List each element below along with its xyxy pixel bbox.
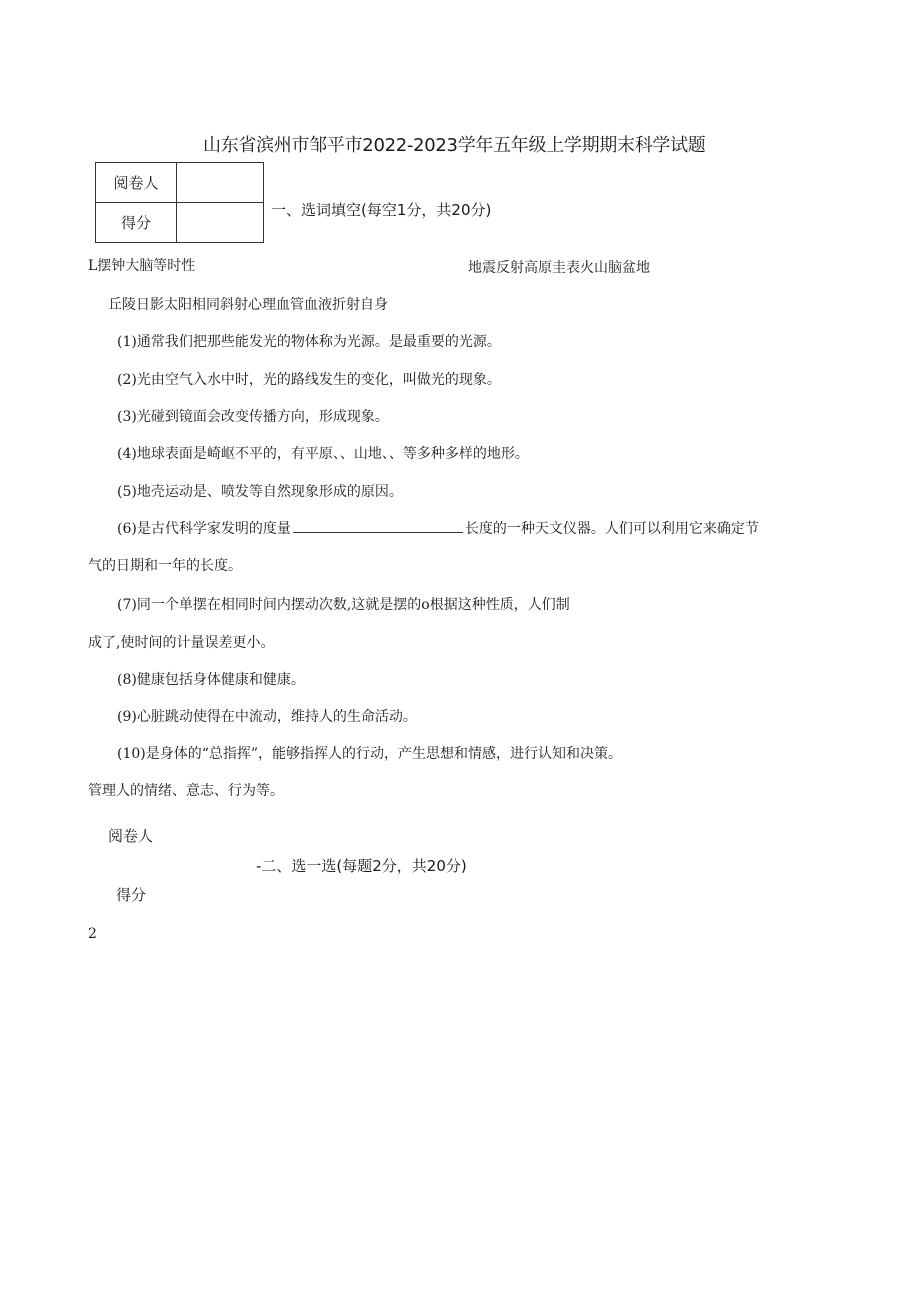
question-9: (9)心脏跳动使得在中流动，维持人的生命活动。 <box>117 709 417 725</box>
question-3: (3)光碰到镜面会改变传播方向，形成现象。 <box>117 409 389 425</box>
score-row <box>96 203 264 243</box>
question-6-line2: 气的日期和一年的长度。 <box>88 558 242 574</box>
reviewer-label: 阅卷人 <box>96 163 177 203</box>
section1-heading: 一、选词填空(每空1分，共20分) <box>271 201 492 219</box>
question-10-line1: (10)是身体的“总指挥”，能够指挥人的行动，产生思想和情感，进行认知和决策。 <box>117 746 623 762</box>
reviewer-row <box>96 163 264 203</box>
word-bank-left: L摆钟大脑等时性 <box>88 258 196 274</box>
score-label: 得分 <box>96 203 177 243</box>
question-7-line1: (7)同一个单摆在相同时间内摆动次数,这就是摆的o根据这种性质，人们制 <box>117 597 570 613</box>
question-5: (5)地壳运动是、喷发等自然现象形成的原因。 <box>117 484 403 500</box>
question-7-line2: 成了,使时间的计量误差更小。 <box>88 635 275 651</box>
page-title: 山东省滨州市邹平市2022-2023学年五年级上学期期末科学试题 <box>203 135 706 156</box>
section2-heading: -二、选一选(每题2分，共20分) <box>256 857 467 875</box>
word-bank-line2: 丘陵日影太阳相同斜射心理血管血液折射自身 <box>108 297 388 313</box>
section2-reviewer-label: 阅卷人 <box>108 827 154 845</box>
section2-score-label: 得分 <box>116 886 147 904</box>
question-10-line2: 管理人的情绪、意志、行为等。 <box>88 783 284 799</box>
question-8: (8)健康包括身体健康和健康。 <box>117 672 305 688</box>
score-table-1 <box>95 162 264 243</box>
section2-question-start: 2 <box>88 926 97 942</box>
score-field[interactable] <box>177 203 264 243</box>
question-2: (2)光由空气入水中时，光的路线发生的变化，叫做光的现象。 <box>117 372 501 388</box>
question-1: (1)通常我们把那些能发光的物体称为光源。是最重要的光源。 <box>117 334 501 350</box>
reviewer-field[interactable] <box>177 163 264 203</box>
question-6-part-a: (6)是古代科学家发明的度量 <box>117 521 291 537</box>
question-6-blank[interactable] <box>293 518 463 533</box>
question-6-part-b: 长度的一种天文仪器。人们可以利用它来确定节 <box>464 521 759 537</box>
word-bank-right: 地震反射高原圭表火山脑盆地 <box>468 260 650 276</box>
question-6-line1 <box>117 518 759 538</box>
question-4: (4)地球表面是崎岖不平的，有平原、、山地、、等多种多样的地形。 <box>117 446 529 462</box>
